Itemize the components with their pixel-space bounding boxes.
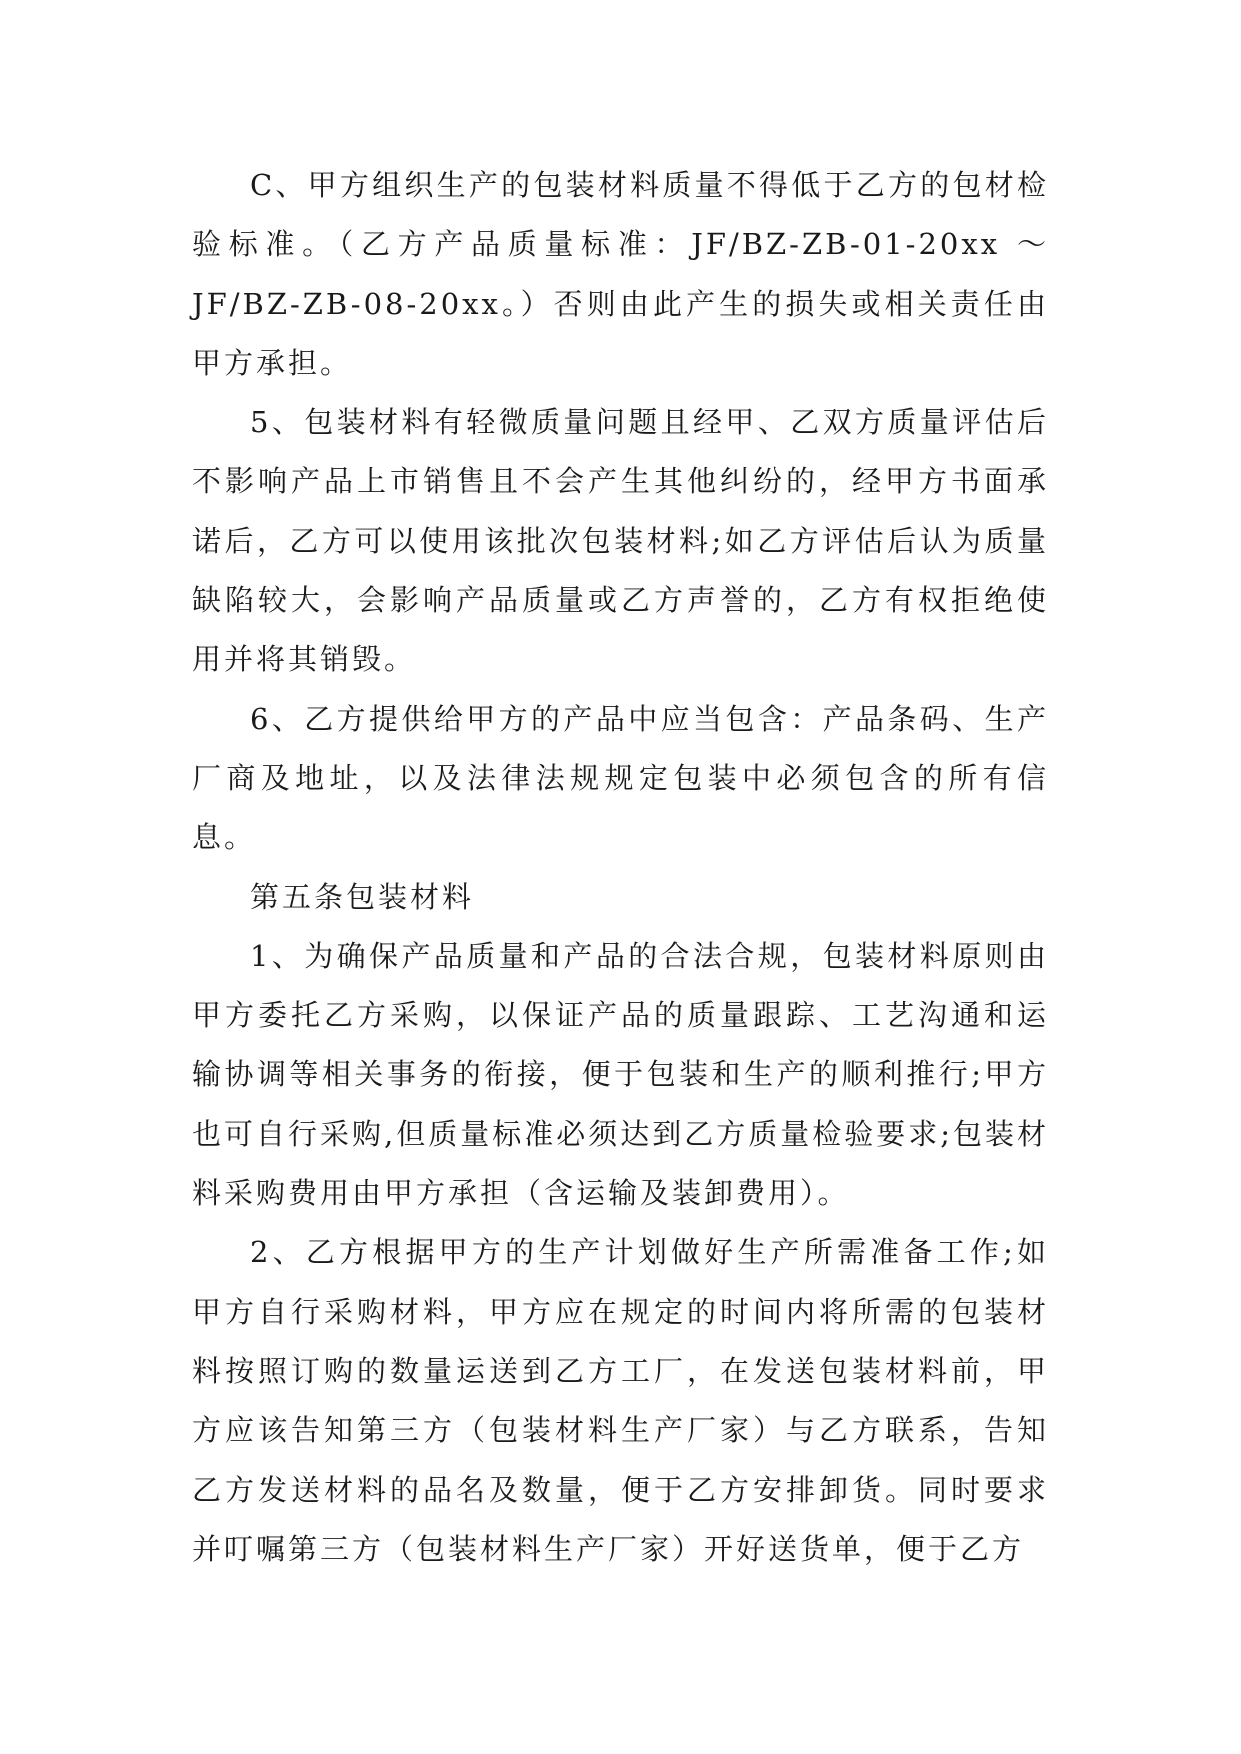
- paragraph-article-5-item-2: 2、乙方根据甲方的生产计划做好生产所需准备工作;如甲方自行采购材料，甲方应在规定的时间内将所需的包装材料按照订购的数量运送到乙方工厂，在发送包装材料前，甲方应该告知第三方（包装材料生产厂家）与乙方联系，告知乙方发送材料的品名及数量，便于乙方安排卸货。同时要求并叮嘱第三方（包装材料生产厂家）开好送货单，便于乙方: [192, 1235, 1049, 1566]
- document-body: [192, 156, 1049, 1579]
- paragraph-clause-5: 5、包装材料有轻微质量问题且经甲、乙双方质量评估后不影响产品上市销售且不会产生其他纠纷的，经甲方书面承诺后，乙方可以使用该批次包装材料;如乙方评估后认为质量缺陷较大，会影响产品质量或乙方声誉的，乙方有权拒绝使用并将其销毁。: [192, 405, 1049, 677]
- paragraph-clause-6: 6、乙方提供给甲方的产品中应当包含：产品条码、生产厂商及地址，以及法律法规规定包装中必须包含的所有信息。: [192, 701, 1049, 855]
- paragraph-article-5-item-1: 1、为确保产品质量和产品的合法合规，包装材料原则由甲方委托乙方采购，以保证产品的质量跟踪、工艺沟通和运输协调等相关事务的衔接，便于包装和生产的顺利推行;甲方也可自行采购,但质量标准必须达到乙方质量检验要求;包装材料采购费用由甲方承担（含运输及装卸费用）。: [192, 938, 1049, 1211]
- paragraph-clause-c: C、甲方组织生产的包装材料质量不得低于乙方的包材检验标准。（乙方产品质量标准：JF/BZ-ZB-01-20xx ～ JF/BZ-ZB-08-20xx。）否则由此产生的损失或相关责任由甲方承担。: [192, 168, 1049, 380]
- section-heading-article-5: 第五条包装材料: [250, 879, 475, 914]
